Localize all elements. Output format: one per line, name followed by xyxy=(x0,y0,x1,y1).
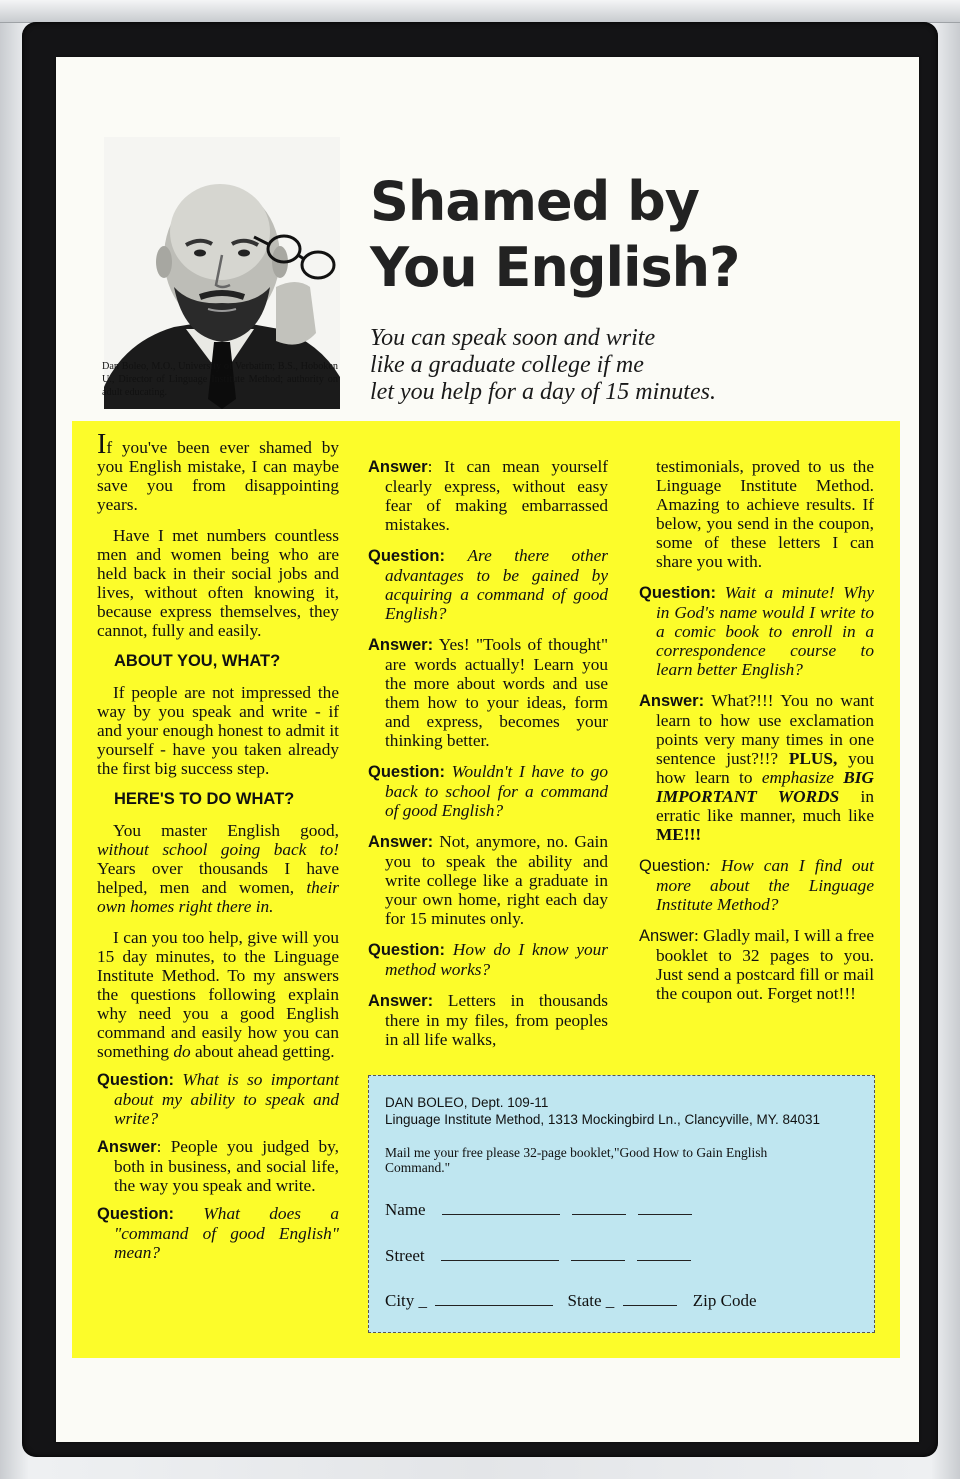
answer-2 xyxy=(368,457,608,534)
paragraph-5 xyxy=(97,928,339,1061)
street-label: Street xyxy=(385,1246,425,1265)
answer-label: Answer xyxy=(639,927,695,945)
comic-back-cover xyxy=(56,57,919,1442)
street-field-line[interactable] xyxy=(637,1246,691,1261)
answer-label: Answer: xyxy=(368,833,434,851)
state-underscore: _ xyxy=(605,1291,615,1310)
answer-5 xyxy=(368,991,608,1049)
p5-text-c: about ahead getting. xyxy=(194,1042,335,1061)
question-text: Wouldn't I have to go back to school for a command of good English? xyxy=(385,762,608,820)
column-3 xyxy=(639,457,874,1003)
answer-text: : Gladly mail, I will a free booklet to 32 pages to you. Just send a postcard fill or mail the coupon out. Forget not!!! xyxy=(656,926,874,1003)
paragraph-3: If people are not impressed the way by you speak and write - if and your enough honest to admit it yourself - have you taken already the first big success step. xyxy=(97,683,339,778)
answer-6 xyxy=(639,691,874,844)
coupon-address-line-1: DAN BOLEO, Dept. 109-11 xyxy=(385,1095,549,1110)
subhead-line-1: You can speak soon and write xyxy=(370,325,656,351)
answer-text: : People you judged by, both in business, and social life, the way you speak and write. xyxy=(114,1137,339,1195)
name-field-line[interactable] xyxy=(442,1200,560,1215)
question-4 xyxy=(368,762,608,820)
author-caption: Dan Boleo, M.O., University of Verbatim; B.S., Hoboken U., Director of Linguage Institute Method; authority on adult educating. xyxy=(102,361,338,398)
p4-text-b: without school going back to! xyxy=(97,840,339,859)
answer-label: Answer: xyxy=(639,692,705,710)
headline xyxy=(370,169,890,301)
subhead-line-2: like a graduate college if me xyxy=(370,352,644,378)
paragraph-2: Have I met numbers countless men and women being who are held back in their social jobs and lives, without often knowing it, because express themselves, they cannot, fully and easily. xyxy=(97,526,339,640)
intro-paragraph xyxy=(97,429,339,514)
street-field-line[interactable] xyxy=(441,1246,559,1261)
question-2 xyxy=(97,1204,339,1262)
p4-text-d: their own homes right there in. xyxy=(97,878,339,916)
answer-label: Answer xyxy=(97,1138,157,1156)
street-field-line[interactable] xyxy=(571,1246,625,1261)
case-top-ridge xyxy=(0,0,960,23)
answer-label: Answer: xyxy=(368,636,434,654)
subheadline xyxy=(370,325,890,406)
answer-text: : It can mean yourself clearly express, without easy fear of making embarrassed mistakes. xyxy=(385,457,608,534)
answer-big-words: BIG IMPORTANT WORDS xyxy=(656,768,874,806)
answer-1 xyxy=(97,1137,339,1195)
question-label: Question: xyxy=(639,584,716,602)
answer-text: Not, anymore, no. Gain you to speak the ability and write college like a graduate in your own home, right each day for 15 minutes only. xyxy=(385,832,608,928)
question-label: Question: xyxy=(97,1205,174,1223)
answer-3 xyxy=(368,635,608,750)
p5-text-b: do xyxy=(173,1042,191,1061)
answer-label: Answer: xyxy=(368,992,434,1010)
intro-text: f you've been ever shamed by you English mistake, I can maybe save you from disappointing years. xyxy=(97,438,339,514)
headline-line-2: You English? xyxy=(370,236,740,299)
answer-emphasize: emphasize xyxy=(761,768,834,787)
paragraph-4 xyxy=(97,821,339,916)
name-field-line[interactable] xyxy=(638,1200,692,1215)
question-label: Question: xyxy=(368,763,445,781)
question-label: Question: xyxy=(368,941,445,959)
question-7 xyxy=(639,856,874,914)
coupon-address-line-2: Linguage Institute Method, 1313 Mockingbird Ln., Clancyville, MY. 84031 xyxy=(385,1112,821,1127)
answer-text: Letters in thousands there in my files, from peoples in all life walks, xyxy=(385,991,608,1049)
coupon-street-row xyxy=(385,1246,691,1266)
city-label: City xyxy=(385,1291,415,1310)
section-heading-how-to: HERE'S TO DO WHAT? xyxy=(114,790,295,808)
p5-text-a: I can you too help, give will you 15 day minutes, to the Linguage Institute Method. To my answers the questions following explain why need you a good English command and easily how you can something xyxy=(97,928,339,1061)
answer-5-continued: testimonials, proved to us the Linguage Institute Method. Amazing to achieve results. If below, you send in the coupon, some of these letters I can share you with. xyxy=(656,457,874,571)
question-6 xyxy=(639,583,874,679)
question-5 xyxy=(368,940,608,979)
city-underscore: _ xyxy=(418,1291,428,1310)
coupon-request-text: Mail me your free please 32-page booklet,"Good How to Gain English Command." xyxy=(385,1145,768,1175)
ad-copy-box xyxy=(72,421,900,1358)
question-text: Wait a minute! Why in God's name would I write to a comic book to enroll in a correspondence course to learn better English? xyxy=(656,583,874,679)
zip-code-label: Zip Code xyxy=(692,1291,757,1310)
coupon-name-row xyxy=(385,1200,692,1220)
answer-text-1: What?!!! You no want learn to how use exclamation points very many times in one sentence just?!!? xyxy=(656,691,874,768)
answer-text: Yes! "Tools of thought" are words actually! Learn you the more about words and use them how to your ideas, form and express, becomes your thinking better. xyxy=(385,635,608,750)
answer-text-2: you how learn to xyxy=(656,749,874,787)
question-text: : How can I find out more about the Linguage Institute Method? xyxy=(656,856,874,914)
name-field-line[interactable] xyxy=(572,1200,626,1215)
answer-4 xyxy=(368,832,608,928)
answer-7 xyxy=(639,926,874,1003)
city-field-line[interactable] xyxy=(435,1291,553,1306)
column-2 xyxy=(368,457,608,1049)
mail-in-coupon[interactable] xyxy=(368,1075,875,1333)
question-label: Question: xyxy=(97,1071,174,1089)
question-label: Question xyxy=(639,857,706,875)
question-3 xyxy=(368,546,608,623)
coupon-address xyxy=(385,1094,865,1128)
name-label: Name xyxy=(385,1200,426,1219)
question-text: What does a "command of good English" mean? xyxy=(114,1204,339,1262)
question-label: Question: xyxy=(368,547,445,565)
p4-text-c: Years over thousands I have helped, men and women, xyxy=(97,859,339,897)
state-label: State xyxy=(567,1291,602,1310)
coupon-city-row xyxy=(385,1291,757,1311)
column-1 xyxy=(97,429,339,1262)
answer-me: ME!!! xyxy=(656,825,702,844)
answer-label: Answer xyxy=(368,458,428,476)
answer-text-3: in erratic like manner, much like xyxy=(656,787,874,825)
state-field-line[interactable] xyxy=(623,1291,677,1306)
headline-line-1: Shamed by xyxy=(370,170,699,233)
subhead-line-3: let you help for a day of 15 minutes. xyxy=(370,379,716,405)
question-text: How do I know your method works? xyxy=(385,940,609,979)
question-text: What is so important about my ability to speak and write? xyxy=(114,1070,339,1128)
question-text: Are there other advantages to be gained by acquiring a command of good English? xyxy=(385,546,608,623)
p4-text-a: You master English good, xyxy=(113,821,339,840)
drop-cap: I xyxy=(97,429,107,460)
answer-plus: PLUS, xyxy=(788,749,838,768)
section-heading-about-you: ABOUT YOU, WHAT? xyxy=(114,652,281,670)
question-1 xyxy=(97,1070,339,1128)
